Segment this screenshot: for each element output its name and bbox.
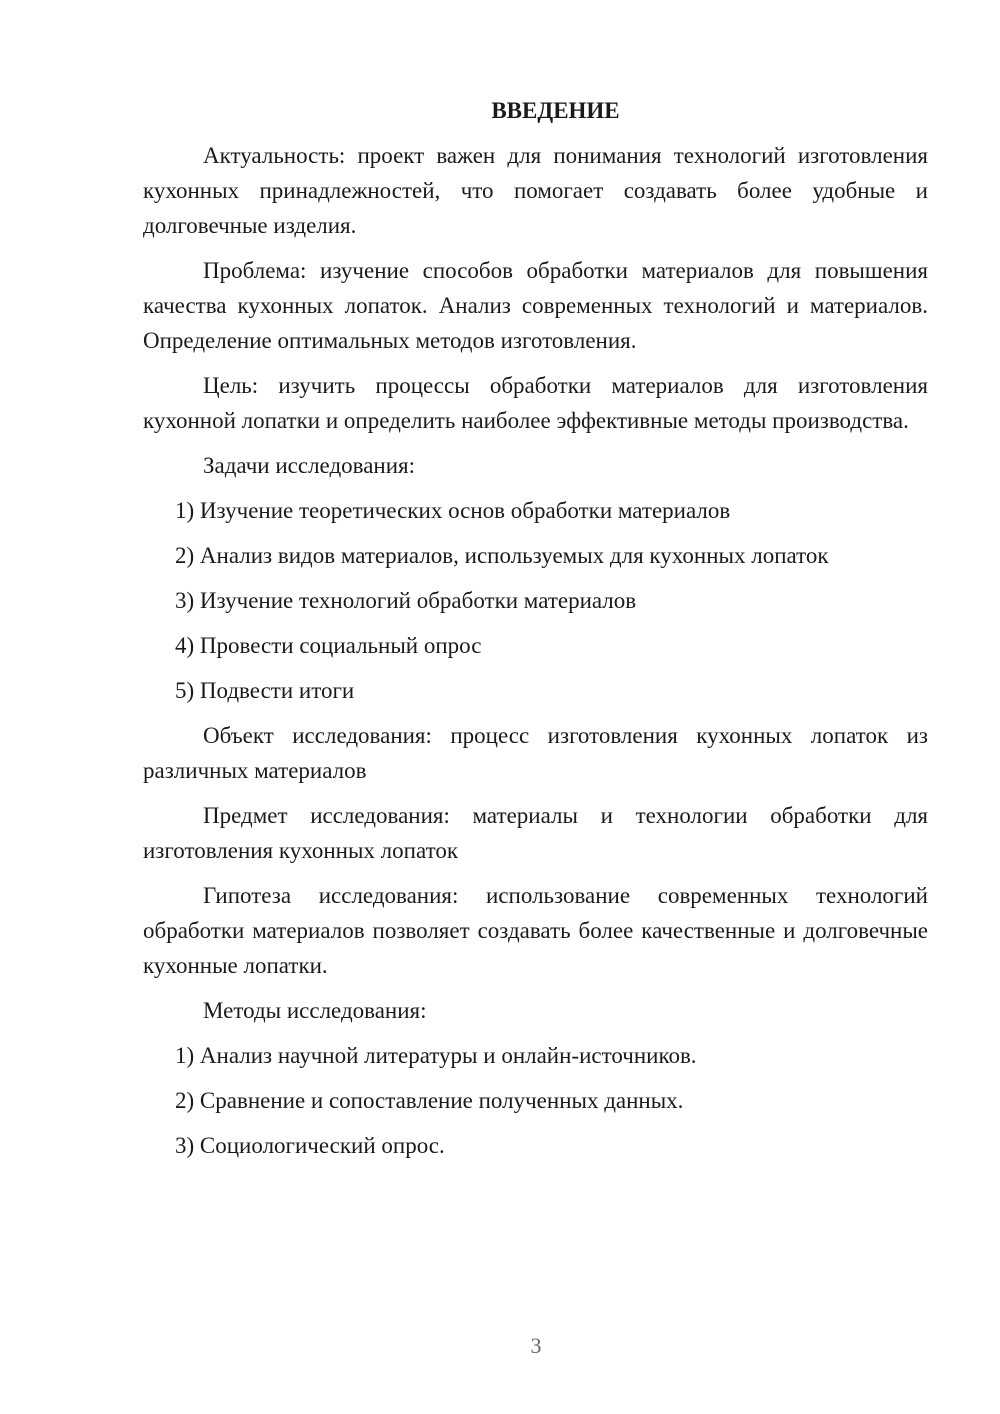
page-content <box>143 94 928 1173</box>
hypothesis-paragraph: Гипотеза исследования: использование современных технологий обработки материалов позволяет создавать более качественные и долговечные кухонные лопатки. <box>143 883 928 978</box>
object-paragraph: Объект исследования: процесс изготовления кухонных лопаток из различных материалов <box>143 723 928 783</box>
section-title: ВВЕДЕНИЕ <box>491 98 620 123</box>
problem-paragraph: Проблема: изучение способов обработки материалов для повышения качества кухонных лопаток. Анализ современных технологий и материалов. Определение оптимальных методов изготовления. <box>143 258 928 353</box>
method-item: 3) Социологический опрос. <box>175 1133 445 1158</box>
task-item: 2) Анализ видов материалов, используемых для кухонных лопаток <box>175 543 829 568</box>
task-item: 5) Подвести итоги <box>175 678 355 703</box>
goal-paragraph: Цель: изучить процессы обработки материалов для изготовления кухонной лопатки и определить наиболее эффективные методы производства. <box>143 373 928 433</box>
subject-paragraph: Предмет исследования: материалы и технологии обработки для изготовления кухонных лопаток <box>143 803 928 863</box>
relevance-paragraph: Актуальность: проект важен для понимания технологий изготовления кухонных принадлежностей, что помогает создавать более удобные и долговечные изделия. <box>143 143 928 238</box>
task-item: 3) Изучение технологий обработки материалов <box>175 588 637 613</box>
tasks-heading: Задачи исследования: <box>203 453 416 478</box>
page-number: 3 <box>530 1333 542 1358</box>
task-item: 4) Провести социальный опрос <box>175 633 482 658</box>
method-item: 2) Сравнение и сопоставление полученных данных. <box>175 1088 684 1113</box>
method-item: 1) Анализ научной литературы и онлайн-источников. <box>175 1043 697 1068</box>
methods-heading: Методы исследования: <box>203 998 427 1023</box>
task-item: 1) Изучение теоретических основ обработки материалов <box>175 498 731 523</box>
